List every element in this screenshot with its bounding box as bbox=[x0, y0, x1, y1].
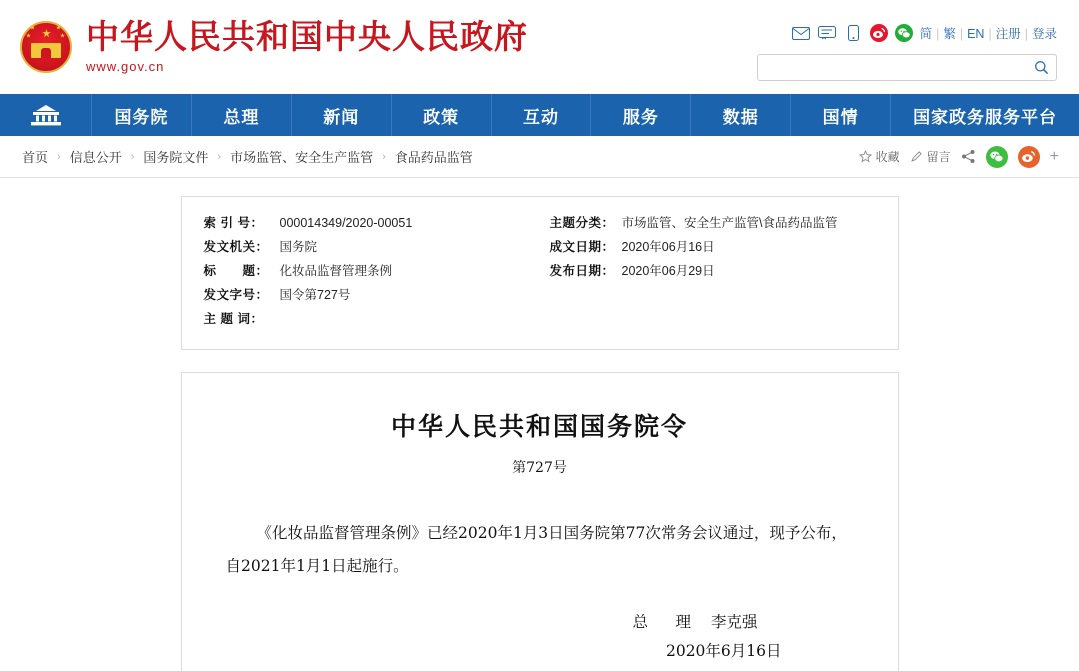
login-link[interactable]: 登录 bbox=[1031, 27, 1057, 41]
nav-item-xinwen[interactable]: 新闻 bbox=[292, 94, 392, 136]
site-header bbox=[0, 0, 1079, 94]
document-signature bbox=[226, 607, 854, 637]
breadcrumb-item-home[interactable]: 首页 bbox=[22, 150, 49, 165]
comment-label: 留言 bbox=[926, 150, 951, 164]
nav-item-hudong[interactable]: 互动 bbox=[492, 94, 592, 136]
document-body bbox=[181, 372, 899, 671]
metadata-value: 国务院 bbox=[279, 240, 318, 254]
metadata-row bbox=[550, 213, 876, 234]
breadcrumb-item-shipin-yaopin[interactable]: 食品药品监管 bbox=[394, 150, 473, 165]
favorite-button[interactable] bbox=[859, 148, 900, 165]
national-emblem-icon bbox=[18, 19, 74, 75]
metadata-row bbox=[204, 285, 530, 306]
document-number: 第727号 bbox=[512, 460, 567, 476]
nav-item-fuwu[interactable]: 服务 bbox=[591, 94, 691, 136]
message-icon[interactable] bbox=[818, 24, 837, 43]
breadcrumb-item-shichang-jianguan[interactable]: 市场监管、安全生产监管 bbox=[230, 150, 374, 165]
weibo-icon[interactable] bbox=[870, 24, 888, 42]
metadata-value: 国令第727号 bbox=[279, 288, 351, 302]
site-title: 中华人民共和国中央人民政府 bbox=[86, 17, 528, 57]
nav-item-zhengwu-platform[interactable]: 国家政务服务平台 bbox=[913, 107, 1058, 128]
lang-simplified[interactable]: 简 bbox=[919, 27, 933, 41]
wechat-share-icon[interactable] bbox=[986, 146, 1008, 168]
metadata-value: 化妆品监督管理条例 bbox=[279, 264, 393, 278]
wechat-icon[interactable] bbox=[895, 24, 913, 42]
metadata-row bbox=[204, 261, 530, 282]
search-icon[interactable] bbox=[1032, 59, 1050, 77]
register-link[interactable]: 注册 bbox=[995, 27, 1021, 41]
breadcrumb-item-xinxi-gongkai[interactable]: 信息公开 bbox=[69, 150, 122, 165]
metadata-value: 000014349/2020-00051 bbox=[279, 216, 413, 230]
favorite-label: 收藏 bbox=[875, 150, 900, 164]
mobile-icon[interactable] bbox=[844, 24, 863, 43]
metadata-label: 索 引 号： bbox=[203, 216, 264, 230]
metadata-right-column bbox=[530, 213, 876, 333]
document-wrapper bbox=[181, 196, 899, 671]
lang-switch: 简 | 繁 | EN | 注册 | 登录 bbox=[919, 27, 1057, 41]
metadata-row bbox=[550, 237, 876, 258]
breadcrumb-separator: › bbox=[130, 150, 135, 163]
breadcrumb-item-guowuyuan-wenjian[interactable]: 国务院文件 bbox=[143, 150, 209, 165]
metadata-label: 主 题 词： bbox=[203, 312, 264, 326]
pencil-icon bbox=[910, 150, 923, 163]
document-paragraph: 《化妆品监督管理条例》已经2020年1月3日国务院第77次常务会议通过，现予公布，自2021年1月1日起施行。 bbox=[225, 524, 847, 575]
metadata-left-column bbox=[204, 213, 530, 333]
metadata-label: 主题分类： bbox=[549, 216, 615, 230]
breadcrumb-separator: › bbox=[57, 150, 61, 163]
metadata-label: 成文日期： bbox=[549, 240, 615, 254]
signer-name: 李克强 bbox=[710, 613, 758, 631]
document-title: 中华人民共和国国务院令 bbox=[390, 412, 688, 441]
nav-home-icon[interactable] bbox=[0, 94, 92, 136]
comment-button[interactable] bbox=[910, 148, 951, 165]
site-logo[interactable] bbox=[0, 19, 528, 75]
metadata-value: 2020年06月16日 bbox=[621, 240, 715, 254]
lang-english[interactable]: EN bbox=[967, 27, 985, 41]
share-icon[interactable] bbox=[961, 149, 976, 164]
metadata-label: 标 题： bbox=[203, 264, 269, 278]
breadcrumb bbox=[0, 136, 1079, 178]
metadata-row bbox=[204, 213, 530, 234]
signer-role: 总 理 bbox=[632, 613, 697, 631]
page-content bbox=[0, 178, 1079, 671]
search-box[interactable] bbox=[757, 54, 1057, 81]
metadata-label: 发文机关： bbox=[203, 240, 269, 254]
document-metadata bbox=[181, 196, 899, 350]
metadata-value: 2020年06月29日 bbox=[621, 264, 715, 278]
site-url: www.gov.cn bbox=[86, 58, 165, 74]
nav-item-guoqing[interactable]: 国情 bbox=[791, 94, 891, 136]
metadata-value: 市场监管、安全生产监管\食品药品监管 bbox=[621, 216, 838, 230]
metadata-row bbox=[550, 261, 876, 282]
metadata-row bbox=[204, 309, 530, 330]
mail-icon[interactable] bbox=[792, 24, 811, 43]
nav-item-guowuyuan[interactable]: 国务院 bbox=[92, 94, 192, 136]
breadcrumb-separator: › bbox=[217, 150, 222, 163]
breadcrumb-tools bbox=[859, 146, 1059, 168]
document-sign-date: 2020年6月16日 bbox=[665, 642, 782, 660]
lang-traditional[interactable]: 繁 bbox=[943, 27, 956, 41]
main-nav bbox=[0, 94, 1079, 136]
breadcrumb-separator: › bbox=[382, 150, 386, 163]
metadata-label: 发文字号： bbox=[203, 288, 269, 302]
more-share-button[interactable]: + bbox=[1049, 147, 1059, 165]
star-icon bbox=[859, 150, 872, 163]
nav-item-shuju[interactable]: 数据 bbox=[691, 94, 791, 136]
nav-item-zhengce[interactable]: 政策 bbox=[392, 94, 492, 136]
search-input[interactable] bbox=[768, 60, 1032, 76]
metadata-row bbox=[204, 237, 530, 258]
metadata-label: 发布日期： bbox=[549, 264, 615, 278]
header-utilities bbox=[727, 20, 1057, 81]
weibo-share-icon[interactable] bbox=[1018, 146, 1040, 168]
nav-item-zongli[interactable]: 总理 bbox=[192, 94, 292, 136]
